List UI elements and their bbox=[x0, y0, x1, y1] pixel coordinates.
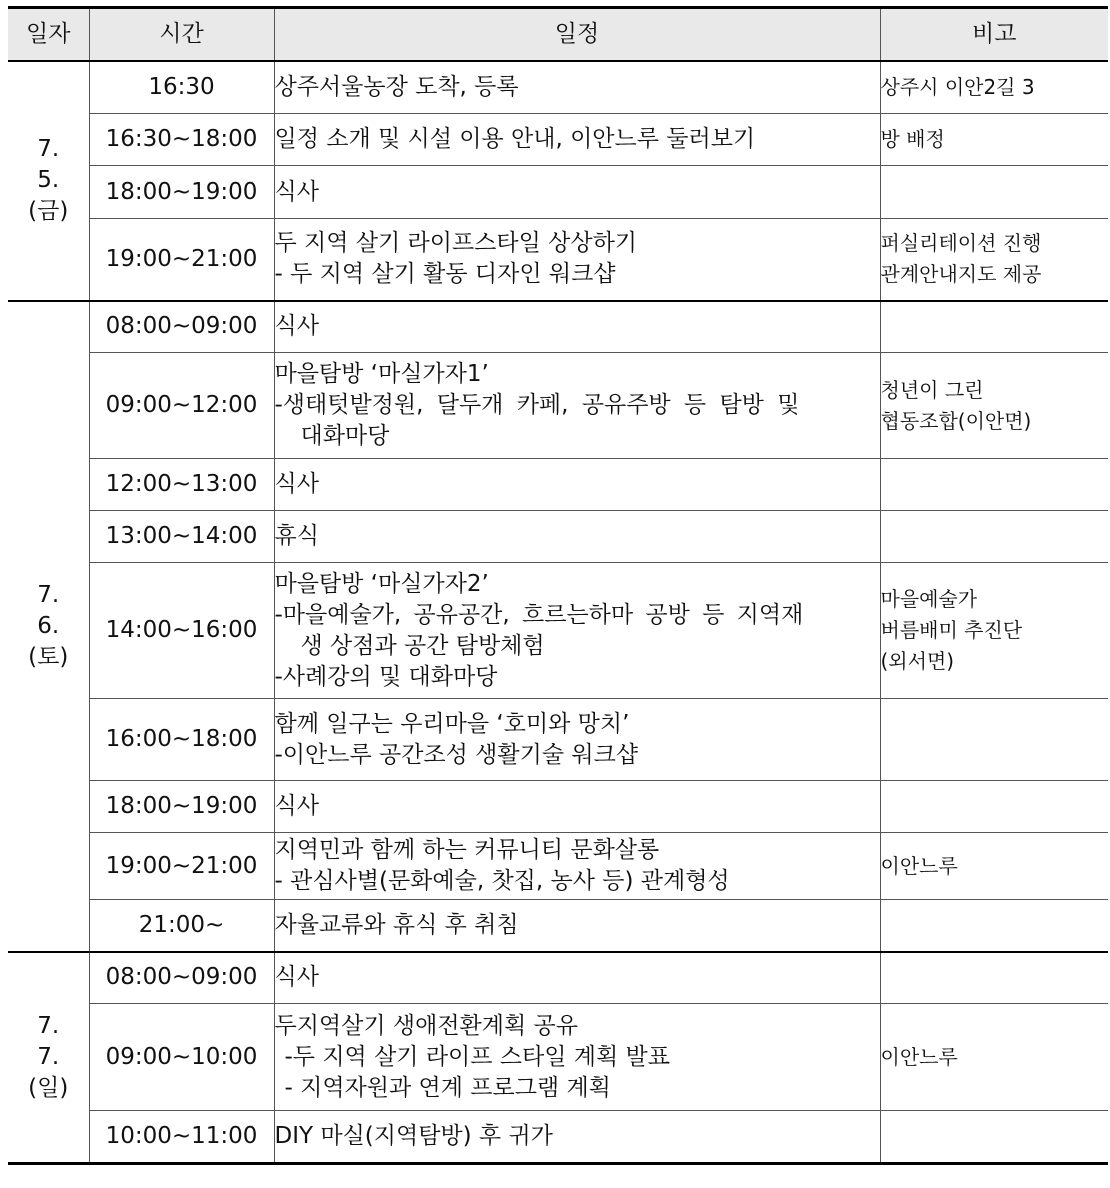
note-cell bbox=[880, 511, 1108, 563]
date-line: 7. bbox=[37, 1043, 60, 1070]
schedule-line: 대화마당 bbox=[300, 423, 390, 449]
schedule-body bbox=[8, 61, 1108, 1164]
schedule-cell bbox=[274, 781, 880, 833]
note-cell bbox=[880, 353, 1108, 459]
schedule-line: DIY 마실(지역탐방) 후 귀가 bbox=[274, 1123, 553, 1149]
table-row bbox=[8, 1004, 1108, 1111]
schedule-line: - 지역자원과 연계 프로그램 계획 bbox=[284, 1074, 611, 1101]
note-line: (외서면) bbox=[880, 649, 955, 673]
time-cell: 19:00~21:00 bbox=[89, 833, 274, 900]
time-cell: 10:00~11:00 bbox=[89, 1111, 274, 1164]
header-schedule: 일정 bbox=[274, 8, 880, 61]
date-line: 7. bbox=[37, 136, 60, 162]
schedule-line: 일정 소개 및 시설 이용 안내, 이안느루 둘러보기 bbox=[274, 126, 756, 152]
schedule-line: 함께 일구는 우리마을 ‘호미와 망치’ bbox=[274, 710, 630, 737]
table-row bbox=[8, 301, 1108, 353]
date-line: (금) bbox=[28, 198, 69, 224]
schedule-cell bbox=[274, 699, 880, 781]
schedule-cell bbox=[274, 353, 880, 459]
schedule-line: 지역민과 함께 하는 커뮤니티 문화살롱 bbox=[274, 837, 660, 863]
note-line: 방 배정 bbox=[880, 127, 945, 151]
schedule-line: 식사 bbox=[274, 313, 319, 340]
schedule-line: -이안느루 공간조성 생활기술 워크샵 bbox=[274, 741, 639, 768]
schedule-cell bbox=[274, 1004, 880, 1111]
note-cell bbox=[880, 1111, 1108, 1164]
time-cell: 21:00~ bbox=[89, 900, 274, 952]
date-line: 6. bbox=[37, 612, 60, 639]
table-row bbox=[8, 511, 1108, 563]
header-note: 비고 bbox=[880, 8, 1108, 61]
schedule-line: - 관심사별(문화예술, 찻집, 농사 등) 관계형성 bbox=[274, 868, 730, 894]
schedule-cell bbox=[274, 511, 880, 563]
schedule-cell bbox=[274, 952, 880, 1004]
date-line: 5. bbox=[37, 167, 60, 193]
time-cell: 14:00~16:00 bbox=[89, 563, 274, 699]
time-cell: 12:00~13:00 bbox=[89, 459, 274, 511]
schedule-line: 식사 bbox=[274, 178, 319, 205]
schedule-line: 마을탐방 ‘마실가자2’ bbox=[274, 570, 489, 597]
note-line: 퍼실리테이션 진행 bbox=[880, 231, 1042, 256]
note-cell bbox=[880, 61, 1108, 114]
time-cell: 16:30 bbox=[89, 61, 274, 114]
schedule-line: 상주서울농장 도착, 등록 bbox=[274, 73, 519, 100]
schedule-line: -마을예술가, 공유공간, 흐르는하마 공방 등 지역재 bbox=[274, 601, 804, 628]
table-row bbox=[8, 459, 1108, 511]
table-row bbox=[8, 781, 1108, 833]
note-cell bbox=[880, 301, 1108, 353]
date-line: (토) bbox=[28, 643, 69, 670]
note-line: 협동조합(이안면) bbox=[880, 408, 1032, 433]
table-row bbox=[8, 61, 1108, 114]
note-cell bbox=[880, 219, 1108, 301]
schedule-line: 식사 bbox=[274, 964, 319, 991]
note-line: 이안느루 bbox=[880, 853, 958, 878]
time-cell: 13:00~14:00 bbox=[89, 511, 274, 563]
date-cell bbox=[8, 301, 89, 952]
note-cell bbox=[880, 114, 1108, 166]
schedule-line: 휴식 bbox=[274, 523, 319, 549]
note-line: 관계안내지도 제공 bbox=[880, 262, 1042, 287]
time-cell: 09:00~12:00 bbox=[89, 353, 274, 459]
note-cell bbox=[880, 166, 1108, 219]
note-cell bbox=[880, 1004, 1108, 1111]
table-row bbox=[8, 563, 1108, 699]
time-cell: 16:30~18:00 bbox=[89, 114, 274, 166]
note-cell bbox=[880, 952, 1108, 1004]
time-cell: 18:00~19:00 bbox=[89, 166, 274, 219]
time-cell: 16:00~18:00 bbox=[89, 699, 274, 781]
schedule-cell bbox=[274, 900, 880, 952]
schedule-line: 생 상점과 공간 탐방체험 bbox=[300, 632, 545, 659]
schedule-line: - 두 지역 살기 활동 디자인 워크샵 bbox=[274, 261, 616, 288]
date-line: (일) bbox=[28, 1074, 69, 1101]
schedule-cell bbox=[274, 833, 880, 900]
note-line: 상주시 이안2길 3 bbox=[880, 74, 1035, 99]
header-row bbox=[8, 8, 1108, 61]
schedule-line: 마을탐방 ‘마실가자1’ bbox=[274, 361, 489, 387]
schedule-line: -두 지역 살기 라이프 스타일 계획 발표 bbox=[284, 1043, 670, 1070]
note-line: 이안느루 bbox=[880, 1044, 958, 1069]
time-cell: 08:00~09:00 bbox=[89, 301, 274, 353]
table-row bbox=[8, 833, 1108, 900]
schedule-line: 자율교류와 휴식 후 취침 bbox=[274, 911, 519, 938]
note-line: 마을예술가 bbox=[880, 587, 978, 611]
schedule-line: 두 지역 살기 라이프스타일 상상하기 bbox=[274, 230, 638, 257]
date-cell bbox=[8, 61, 89, 301]
note-cell bbox=[880, 833, 1108, 900]
table-row bbox=[8, 166, 1108, 219]
note-line: 청년이 그린 bbox=[880, 377, 984, 402]
note-cell bbox=[880, 563, 1108, 699]
schedule-line: 식사 bbox=[274, 471, 319, 497]
note-line: 버름배미 추진단 bbox=[880, 618, 1023, 642]
schedule-line: -생태텃밭정원, 달두개 카페, 공유주방 등 탐방 및 bbox=[274, 392, 800, 418]
date-line: 7. bbox=[37, 1012, 60, 1039]
table-row bbox=[8, 1111, 1108, 1164]
table-row bbox=[8, 114, 1108, 166]
schedule-cell bbox=[274, 301, 880, 353]
header-date: 일자 bbox=[8, 8, 89, 61]
schedule-cell bbox=[274, 114, 880, 166]
schedule-line: 두지역살기 생애전환계획 공유 bbox=[274, 1012, 578, 1039]
schedule-cell bbox=[274, 166, 880, 219]
schedule-document bbox=[8, 6, 1108, 1165]
time-cell: 08:00~09:00 bbox=[89, 952, 274, 1004]
note-cell bbox=[880, 781, 1108, 833]
table-row bbox=[8, 699, 1108, 781]
schedule-cell bbox=[274, 459, 880, 511]
schedule-line: -사례강의 및 대화마당 bbox=[274, 663, 498, 690]
schedule-cell bbox=[274, 219, 880, 301]
schedule-cell bbox=[274, 1111, 880, 1164]
note-cell bbox=[880, 459, 1108, 511]
header-time: 시간 bbox=[89, 8, 274, 61]
table-row bbox=[8, 900, 1108, 952]
schedule-line: 식사 bbox=[274, 793, 319, 819]
time-cell: 19:00~21:00 bbox=[89, 219, 274, 301]
note-cell bbox=[880, 900, 1108, 952]
table-row bbox=[8, 952, 1108, 1004]
time-cell: 09:00~10:00 bbox=[89, 1004, 274, 1111]
table-row bbox=[8, 353, 1108, 459]
date-line: 7. bbox=[37, 581, 60, 608]
date-cell bbox=[8, 952, 89, 1164]
schedule-table bbox=[8, 6, 1108, 1165]
time-cell: 18:00~19:00 bbox=[89, 781, 274, 833]
schedule-cell bbox=[274, 61, 880, 114]
note-cell bbox=[880, 699, 1108, 781]
schedule-cell bbox=[274, 563, 880, 699]
table-row bbox=[8, 219, 1108, 301]
